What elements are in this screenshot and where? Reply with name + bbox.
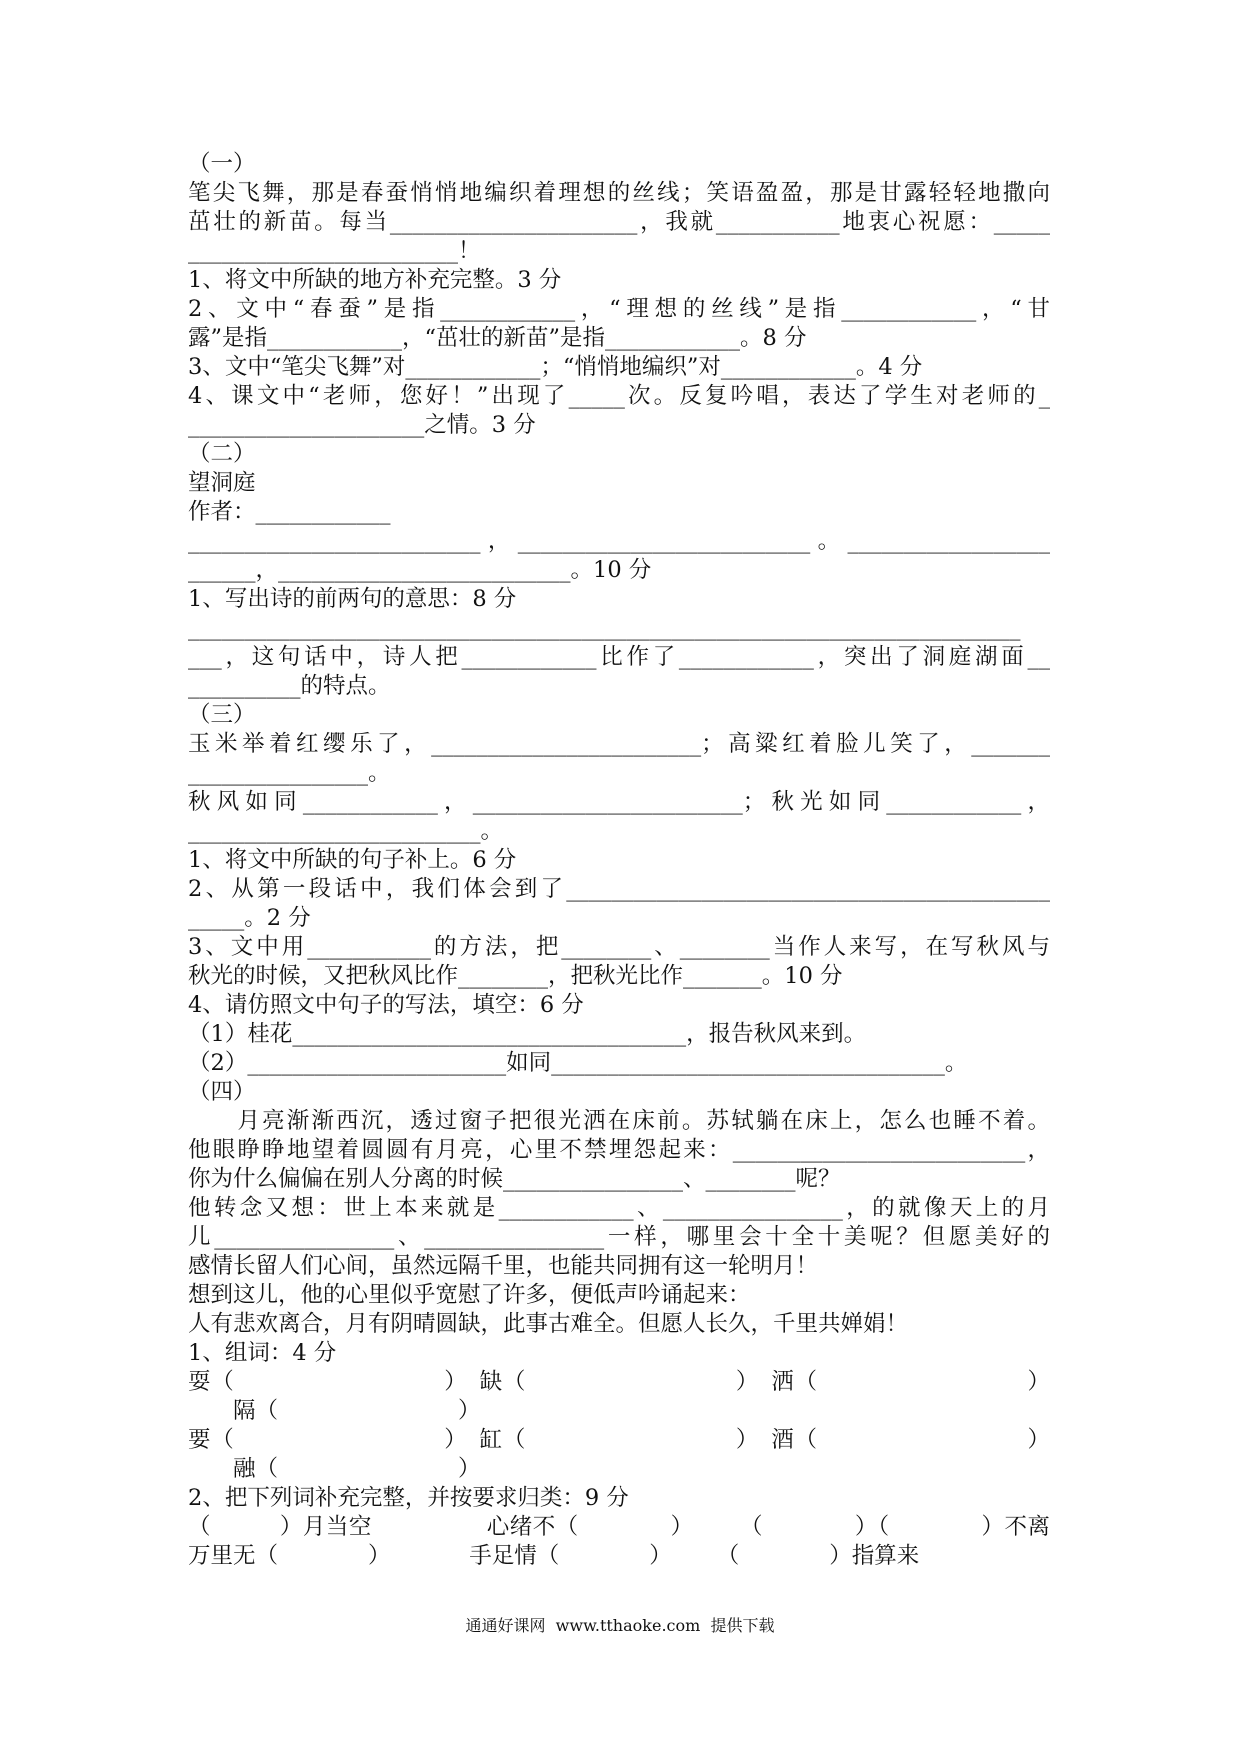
- text-line: 笔尖飞舞，那是春蚕悄悄地编织着理想的丝线；笑语盈盈，那是甘露轻轻地撒向: [188, 180, 1050, 206]
- text-line: 2、把下列词补充完整，并按要求归类：9 分: [188, 1485, 629, 1511]
- text-line: __________________________。: [188, 818, 504, 844]
- text-line: 万里无（ ） 手足情（ ） （ ）指算来: [188, 1543, 920, 1569]
- text-line: ________________________！: [188, 238, 481, 264]
- text-line: 2、文中“春蚕”是指____________，“理想的丝线”是指____________，“甘: [188, 296, 1050, 322]
- text-line: 月亮渐渐西沉，透过窗子把很光洒在床前。苏轼躺在床上，怎么也睡不着。: [188, 1108, 1050, 1134]
- text-line: 想到这儿，他的心里似乎宽慰了许多，便低声吟诵起来：: [188, 1282, 751, 1308]
- document-body: [188, 150, 1050, 1571]
- text-line: （ ）月当空 心绪不（ ） （ ）（ ）不离: [188, 1514, 1050, 1540]
- text-line: ________________。: [188, 760, 391, 786]
- text-line: 作者：____________: [188, 499, 391, 525]
- text-line: （一）: [188, 151, 256, 177]
- text-line: 融（ ）: [188, 1456, 481, 1482]
- text-line: （二）: [188, 441, 256, 467]
- text-line: 4、课文中“老师，您好！”出现了_____次。反复吟唱，表达了学生对老师的_: [188, 383, 1050, 409]
- text-line: 他眼睁睁地望着圆圆有月亮，心里不禁埋怨起来：__________________________，: [188, 1137, 1050, 1163]
- text-line: __________的特点。: [188, 673, 391, 699]
- text-line: 他转念又想：世上本来就是____________、________________，的就像天上的月: [188, 1195, 1050, 1221]
- text-line: 露”是指____________，“茁壮的新苗”是指____________。8 分: [188, 325, 807, 351]
- text-line: ___，这句话中，诗人把____________比作了____________，突出了洞庭湖面__: [188, 644, 1050, 670]
- text-line: 1、将文中所缺的地方补充完整。3 分: [188, 267, 562, 293]
- page-footer: 通通好课网 www.tthaoke.com 提供下载: [465, 1616, 775, 1635]
- text-line: （四）: [188, 1079, 256, 1105]
- text-line: 1、将文中所缺的句子补上。6 分: [188, 847, 517, 873]
- text-line: _____。2 分: [188, 905, 311, 931]
- text-line: 儿________________、________________一样，哪里会十全十美呢？但愿美好的: [188, 1224, 1050, 1250]
- text-line: 要（ ） 缸（ ） 酒（ ）: [188, 1427, 1050, 1453]
- text-line: 4、请仿照文中句子的写法，填空：6 分: [188, 992, 584, 1018]
- text-line: （三）: [188, 702, 256, 728]
- text-line: ______，__________________________。10 分: [188, 557, 652, 583]
- text-line: （1）桂花___________________________________，报告秋风来到。: [188, 1021, 867, 1047]
- text-line: __________________________________________________________________________: [188, 615, 1021, 641]
- text-line: 望洞庭: [188, 470, 256, 496]
- text-line: 耍（ ） 缺（ ） 洒（ ）: [188, 1369, 1050, 1395]
- text-line: 隔（ ）: [188, 1398, 481, 1424]
- text-line: 秋风如同____________，________________________；秋光如同____________，: [188, 789, 1050, 815]
- text-line: 茁壮的新苗。每当______________________，我就___________地衷心祝愿：_____: [188, 209, 1050, 235]
- text-line: 2、从第一段话中，我们体会到了___________________________________________: [188, 876, 1050, 902]
- text-line: __________________________，__________________________。__________________: [188, 528, 1050, 554]
- text-line: _____________________之情。3 分: [188, 412, 536, 438]
- text-line: 你为什么偏偏在别人分离的时候________________、________呢？: [188, 1166, 841, 1192]
- text-line: 1、写出诗的前两句的意思：8 分: [188, 586, 517, 612]
- text-line: 感情长留人们心间，虽然远隔千里，也能共同拥有这一轮明月！: [188, 1253, 819, 1279]
- text-line: 3、文中“笔尖飞舞”对____________；“悄悄地编织”对____________。4 分: [188, 354, 923, 380]
- text-line: 人有悲欢离合，月有阴晴圆缺，此事古难全。但愿人长久，千里共婵娟！: [188, 1311, 909, 1337]
- text-line: 1、组词：4 分: [188, 1340, 337, 1366]
- text-line: （2）_______________________如同___________________________________。: [188, 1050, 968, 1076]
- text-line: 玉米举着红缨乐了，________________________；高粱红着脸儿笑了，_______: [188, 731, 1050, 757]
- text-line: 秋光的时候，又把秋风比作________，把秋光比作_______。10 分: [188, 963, 843, 989]
- text-line: 3、文中用___________的方法，把________、________当作人来写，在写秋风与: [188, 934, 1050, 960]
